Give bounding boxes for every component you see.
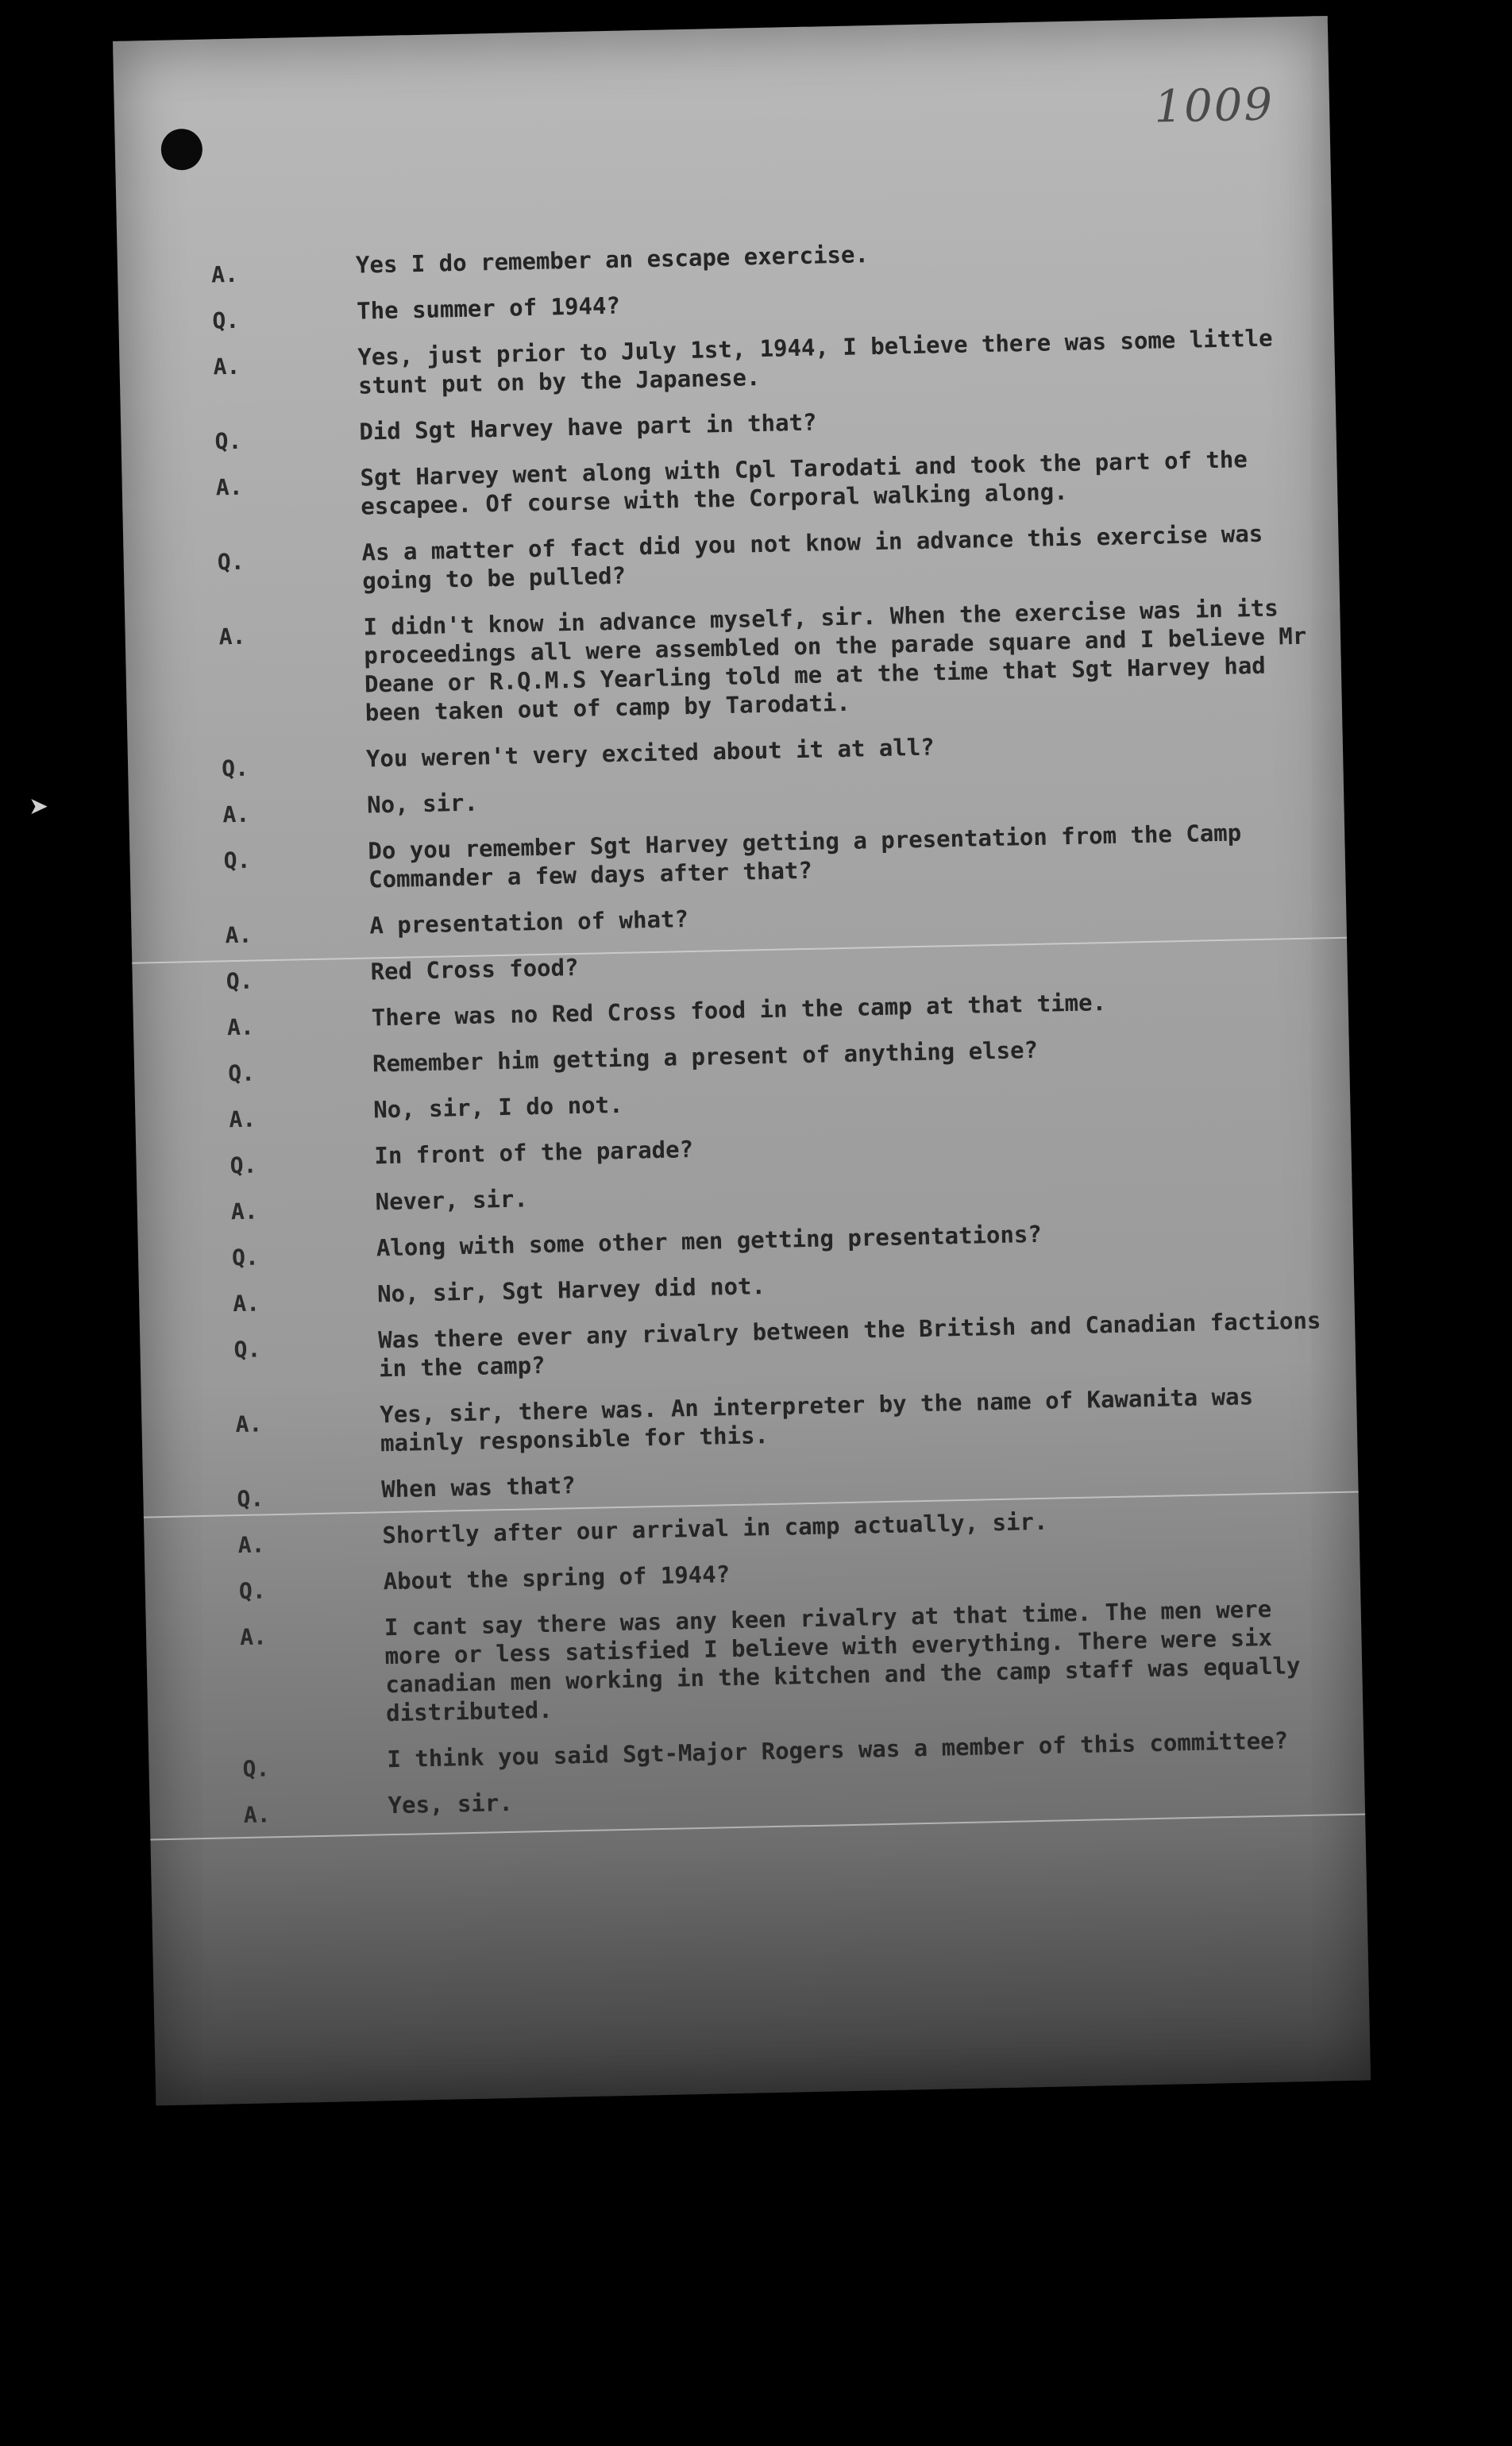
transcript-line: [118, 276, 1333, 334]
punch-hole: [160, 129, 202, 171]
transcript-line: [132, 937, 1347, 995]
transcript-line: [133, 983, 1348, 1041]
speaker-label: A.: [222, 801, 250, 828]
speaker-label: A.: [229, 1105, 256, 1133]
line-text: When was that?: [380, 1472, 576, 1503]
transcript-line: [125, 592, 1342, 732]
speaker-label: A.: [213, 353, 241, 380]
line-text: In front of the parade?: [374, 1136, 694, 1170]
line-text: Red Cross food?: [370, 953, 579, 986]
speaker-label: A.: [218, 623, 246, 650]
transcript-line: [137, 1167, 1352, 1225]
transcript-line: [146, 1593, 1364, 1733]
speaker-label: Q.: [238, 1577, 266, 1605]
arrow-icon: ➤: [29, 793, 49, 820]
transcript-line: [122, 443, 1337, 526]
line-text: Shortly after our arrival in camp actually, sir.: [382, 1507, 1048, 1549]
speaker-label: Q.: [223, 847, 251, 874]
transcript-line: [143, 1455, 1358, 1513]
transcript-line: [131, 891, 1346, 949]
line-text: No, sir.: [366, 789, 479, 819]
line-text: Yes I do remember an escape exercise.: [355, 241, 870, 279]
transcript-line: [123, 518, 1339, 600]
speaker-label: Q.: [217, 548, 245, 576]
transcript-line: [141, 1380, 1357, 1463]
line-text: No, sir, I do not.: [372, 1090, 623, 1124]
speaker-label: Q.: [230, 1152, 257, 1179]
speaker-label: A.: [232, 1290, 260, 1318]
transcript-line: [139, 1260, 1354, 1318]
speaker-label: Q.: [227, 1059, 256, 1087]
transcript-line: [149, 1770, 1364, 1829]
transcript-line: [145, 1547, 1360, 1605]
speaker-label: Q.: [212, 307, 240, 334]
line-text: As a matter of fact did you not know in advance this exercise was going to be pulled?: [361, 519, 1277, 595]
speaker-label: Q.: [221, 754, 249, 782]
line-text: Did Sgt Harvey have part in that?: [359, 408, 817, 446]
line-text: The summer of 1944?: [356, 291, 621, 325]
transcript-line: [140, 1306, 1356, 1388]
line-text: No, sir, Sgt Harvey did not.: [376, 1272, 766, 1308]
line-text: Yes, sir, there was. An interpreter by the name of Kawanita was mainly responsible for this.: [379, 1382, 1267, 1457]
speaker-label: A.: [237, 1531, 265, 1559]
transcript: [118, 230, 1366, 1842]
transcript-line: [119, 322, 1335, 405]
speaker-label: Q.: [237, 1485, 264, 1513]
speaker-label: A.: [230, 1198, 258, 1225]
speaker-label: A.: [226, 1013, 255, 1041]
line-text: Yes, sir.: [388, 1788, 514, 1819]
speaker-label: Q.: [242, 1755, 270, 1783]
speaker-label: Q.: [233, 1336, 261, 1364]
speaker-label: A.: [239, 1623, 268, 1651]
line-text: Along with some other men getting presentations?: [376, 1220, 1043, 1262]
transcript-line: [134, 1029, 1349, 1087]
transcript-line: [136, 1121, 1351, 1179]
transcript-line: [118, 230, 1333, 288]
document-page: [113, 16, 1371, 2105]
speaker-label: A.: [235, 1410, 263, 1438]
line-text: You weren't very excited about it at all?: [365, 733, 935, 773]
speaker-label: Q.: [214, 427, 242, 455]
line-text: Do you remember Sgt Harvey getting a presentation from the Camp Commander a few days after that?: [368, 819, 1256, 893]
page-number: 1009: [1153, 79, 1275, 133]
line-text: About the spring of 1944?: [383, 1561, 731, 1595]
speaker-label: A.: [243, 1801, 271, 1829]
transcript-line: [144, 1501, 1359, 1559]
transcript-line: [138, 1213, 1353, 1271]
line-text: There was no Red Cross food in the camp at that time.: [371, 989, 1107, 1032]
transcript-line: [128, 724, 1343, 782]
line-text: Sgt Harvey went along with Cpl Tarodati and took the part of the escapee. Of course with the Corporal walking along.: [360, 445, 1262, 520]
line-text: I cant say there was any keen rivalry at that time. The men were more or less satisfied I believe with everything. There were six canadian men working in the kitchen and the camp staff was equally distributed.: [384, 1595, 1315, 1727]
transcript-line: [129, 816, 1345, 899]
transcript-line: [129, 770, 1344, 828]
line-text: A presentation of what?: [369, 905, 689, 939]
transcript-line: [121, 397, 1336, 455]
line-text: Never, sir.: [375, 1185, 529, 1216]
speaker-label: Q.: [226, 967, 253, 995]
transcript-line: [148, 1724, 1364, 1783]
line-text: I think you said Sgt-Major Rogers was a member of this committee?: [387, 1726, 1289, 1773]
speaker-label: Q.: [231, 1244, 260, 1271]
line-text: Remember him getting a present of anything else?: [372, 1036, 1039, 1078]
transcript-line: [135, 1075, 1350, 1133]
speaker-label: A.: [215, 473, 243, 501]
speaker-label: A.: [210, 260, 239, 288]
line-text: Yes, just prior to July 1st, 1944, I believe there was some little stunt put on by the Japanese.: [357, 324, 1287, 399]
line-text: I didn't know in advance myself, sir. When the exercise was in its proceedings all were assembled on the parade square and I believe Mr Deane or R.Q.M.S Yearling told me at the time that Sgt Harvey had been taken out of camp by Tarodati.: [363, 594, 1321, 727]
line-text: Was there ever any rivalry between the British and Canadian factions in the camp?: [377, 1306, 1336, 1383]
speaker-label: A.: [225, 921, 253, 949]
